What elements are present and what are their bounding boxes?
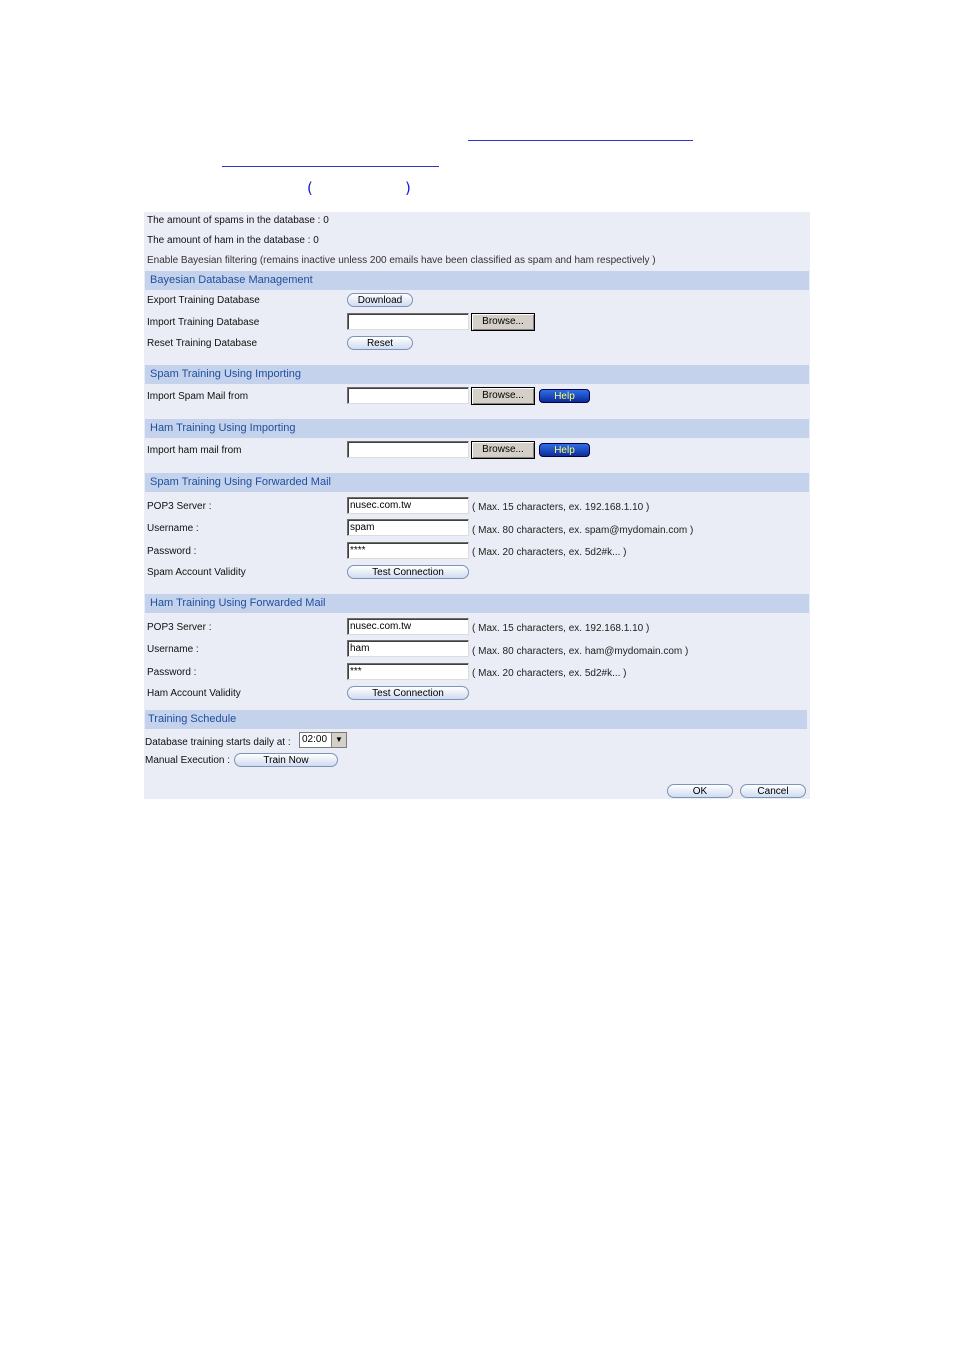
ham-test-connection-button[interactable]: Test Connection xyxy=(347,686,469,700)
ham-count-text: The amount of ham in the database : 0 xyxy=(147,235,319,246)
daily-training-label: Database training starts daily at : xyxy=(145,737,291,748)
section-header-schedule: Training Schedule xyxy=(145,710,807,729)
training-time-value: 02:00 xyxy=(302,734,328,745)
ham-password-hint: ( Max. 20 characters, ex. 5d2#k... ) xyxy=(472,668,627,679)
ham-password-input[interactable] xyxy=(347,663,469,680)
spam-count-text: The amount of spams in the database : 0 xyxy=(147,215,329,226)
spam-pop3-label: POP3 Server : xyxy=(147,501,212,512)
spam-import-help-button[interactable]: Help xyxy=(539,389,590,403)
spam-password-label: Password : xyxy=(147,546,197,557)
ham-username-input[interactable] xyxy=(347,640,469,657)
train-now-button[interactable]: Train Now xyxy=(234,753,338,767)
section-header-spam-forwarded: Spam Training Using Forwarded Mail xyxy=(145,473,809,492)
doc-link-underline-1[interactable] xyxy=(468,140,693,141)
bayesian-settings-panel xyxy=(144,212,810,799)
section-header-spam-import: Spam Training Using Importing xyxy=(145,365,809,384)
import-db-file-input[interactable] xyxy=(347,313,469,330)
spam-import-file-input[interactable] xyxy=(347,387,469,404)
ham-import-label: Import ham mail from xyxy=(147,445,242,456)
manual-execution-label: Manual Execution : xyxy=(145,755,231,766)
training-time-select[interactable] xyxy=(299,732,347,748)
reset-label: Reset Training Database xyxy=(147,338,258,349)
doc-link-underline-2[interactable] xyxy=(222,166,439,167)
spam-username-hint: ( Max. 80 characters, ex. spam@mydomain.com ) xyxy=(472,525,694,536)
ok-button[interactable]: OK xyxy=(667,784,733,798)
spam-password-hint: ( Max. 20 characters, ex. 5d2#k... ) xyxy=(472,547,627,558)
download-button[interactable]: Download xyxy=(347,293,413,307)
ham-import-file-input[interactable] xyxy=(347,441,469,458)
spam-password-input[interactable] xyxy=(347,542,469,559)
ham-pop3-label: POP3 Server : xyxy=(147,622,212,633)
spam-pop3-hint: ( Max. 15 characters, ex. 192.168.1.10 ) xyxy=(472,502,650,513)
section-header-ham-forwarded: Ham Training Using Forwarded Mail xyxy=(145,594,809,613)
cancel-button[interactable]: Cancel xyxy=(740,784,806,798)
export-label: Export Training Database xyxy=(147,295,260,306)
spam-username-label: Username : xyxy=(147,523,199,534)
spam-import-browse-button[interactable]: Browse... xyxy=(471,387,535,405)
spam-username-input[interactable] xyxy=(347,519,469,536)
chevron-down-icon[interactable]: ▼ xyxy=(331,733,346,747)
ham-username-label: Username : xyxy=(147,644,199,655)
doc-paren-left: ( xyxy=(307,179,313,197)
ham-import-browse-button[interactable]: Browse... xyxy=(471,441,535,459)
doc-paren-right: ) xyxy=(405,179,411,197)
enable-bayesian-note: Enable Bayesian filtering (remains inactive unless 200 emails have been classified as spam and ham respectively ) xyxy=(147,255,656,266)
ham-username-hint: ( Max. 80 characters, ex. ham@mydomain.com ) xyxy=(472,646,689,657)
section-header-bayesian: Bayesian Database Management xyxy=(145,271,809,290)
spam-test-connection-button[interactable]: Test Connection xyxy=(347,565,469,579)
ham-pop3-input[interactable] xyxy=(347,618,469,635)
ham-pop3-hint: ( Max. 15 characters, ex. 192.168.1.10 ) xyxy=(472,623,650,634)
import-db-browse-button[interactable]: Browse... xyxy=(471,313,535,331)
spam-import-label: Import Spam Mail from xyxy=(147,391,249,402)
ham-import-help-button[interactable]: Help xyxy=(539,443,590,457)
import-label: Import Training Database xyxy=(147,317,260,328)
spam-validity-label: Spam Account Validity xyxy=(147,567,246,578)
reset-button[interactable]: Reset xyxy=(347,336,413,350)
section-header-ham-import: Ham Training Using Importing xyxy=(145,419,809,438)
ham-password-label: Password : xyxy=(147,667,197,678)
spam-pop3-input[interactable] xyxy=(347,497,469,514)
ham-validity-label: Ham Account Validity xyxy=(147,688,241,699)
